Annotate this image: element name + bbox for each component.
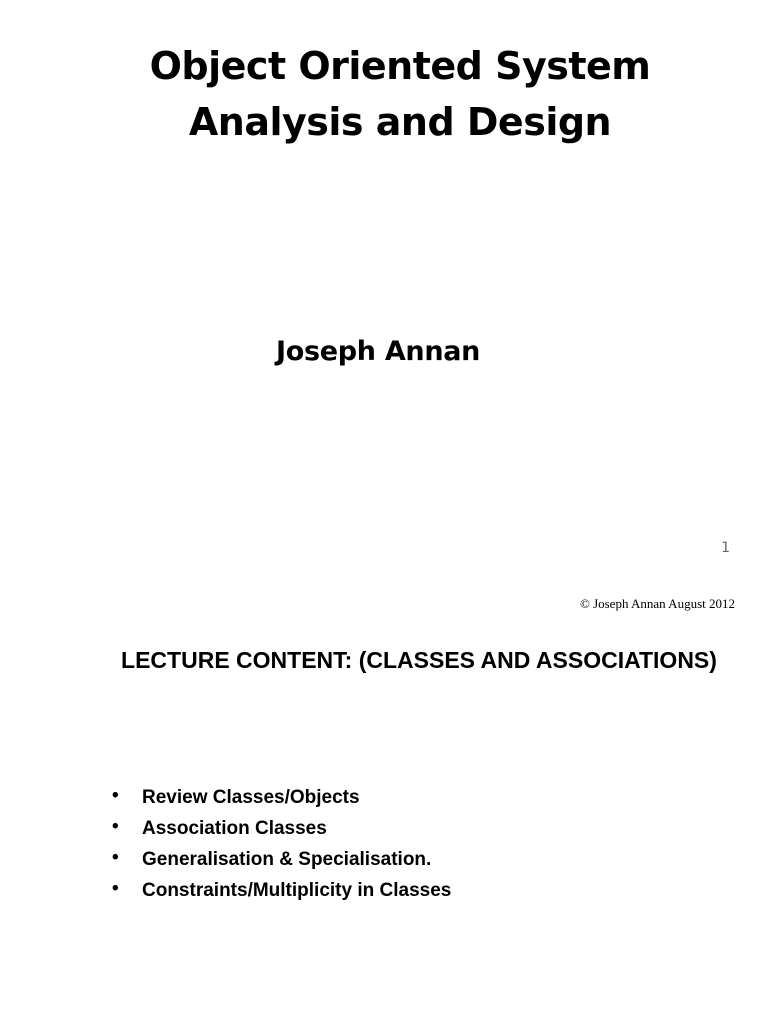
slide-number: 1	[721, 540, 730, 556]
bullet-icon: •	[112, 785, 119, 806]
list-item-label: Review Classes/Objects	[142, 787, 360, 808]
bullet-icon: •	[112, 847, 119, 868]
lecture-content-heading: LECTURE CONTENT: (CLASSES AND ASSOCIATIONS)	[121, 647, 717, 673]
slide-title: Object Oriented System Analysis and Design	[149, 44, 651, 144]
copyright-notice: © Joseph Annan August 2012	[579, 596, 735, 611]
list-item-label: Constraints/Multiplicity in Classes	[142, 880, 452, 901]
bullet-icon: •	[112, 816, 119, 837]
list-item-label: Association Classes	[142, 818, 327, 839]
author-name: Joseph Annan	[276, 336, 481, 367]
bullet-icon: •	[112, 878, 119, 899]
list-item-label: Generalisation & Specialisation.	[142, 849, 432, 870]
